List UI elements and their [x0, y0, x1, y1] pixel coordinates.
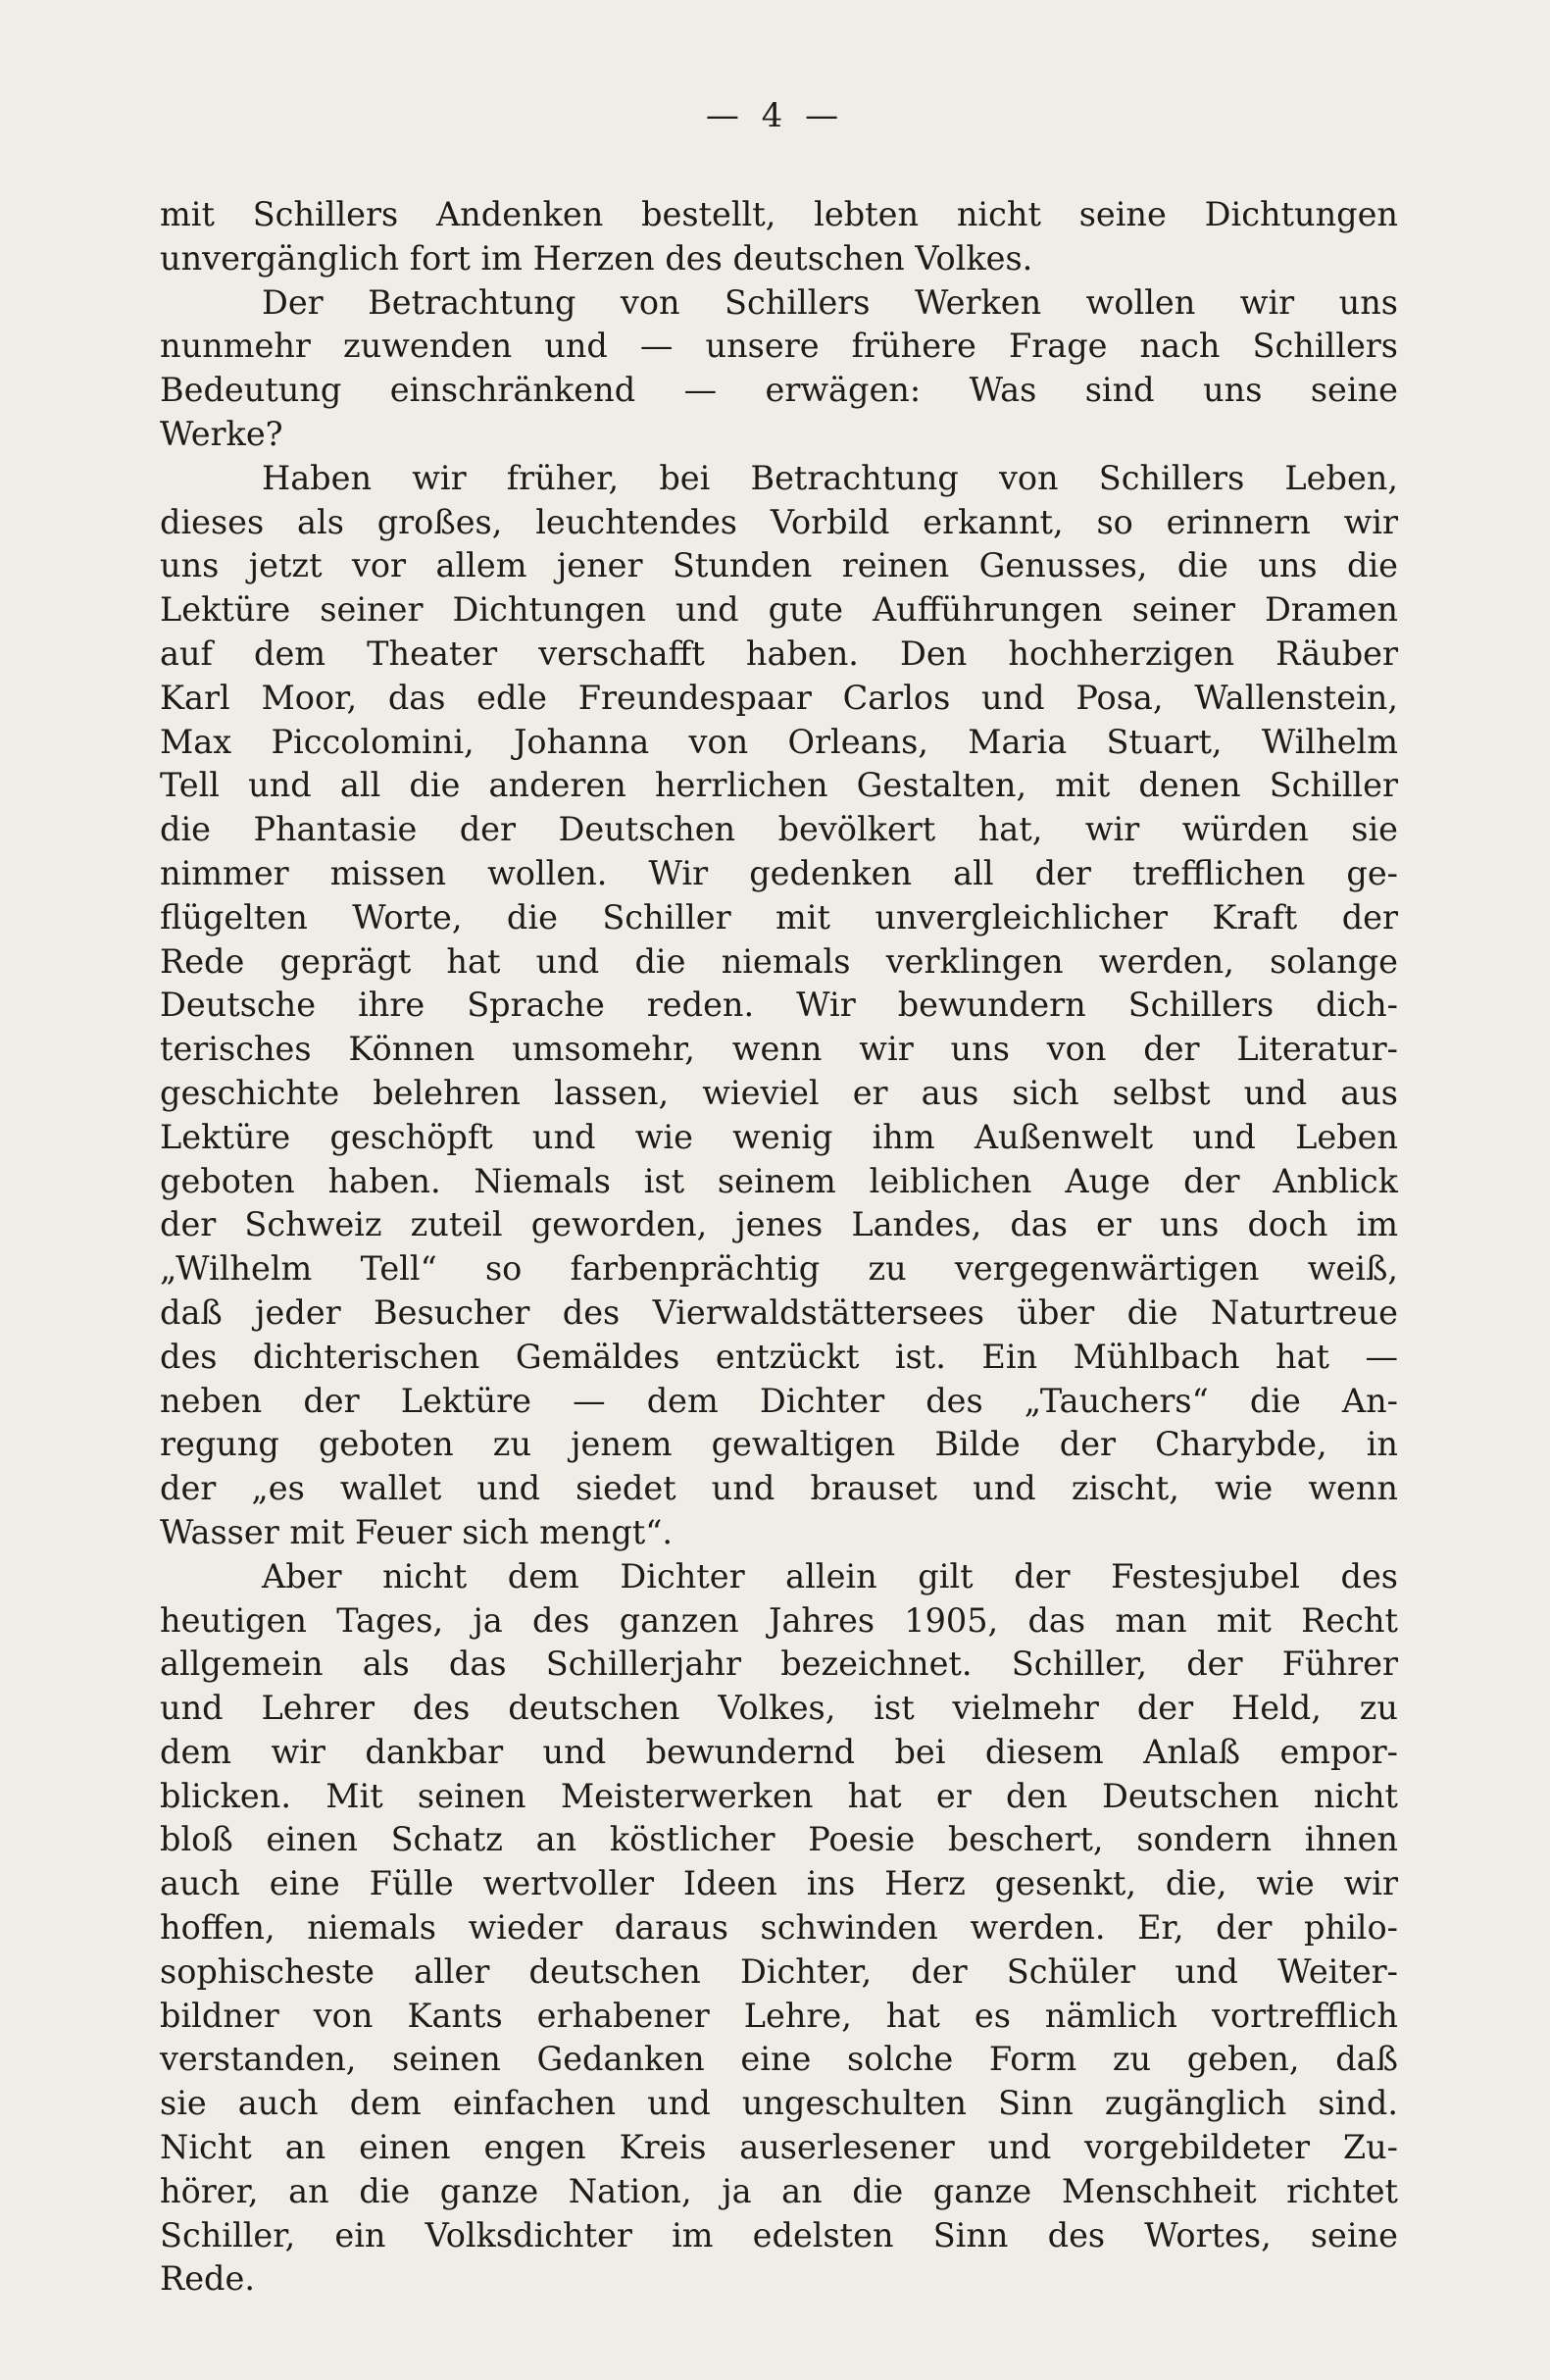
text-line: sophischeste aller deutschen Dichter, der Schüler und Weiter-	[160, 1951, 1398, 1991]
text-line: flügelten Worte, die Schiller mit unvergleichlicher Kraft der	[160, 897, 1398, 937]
text-line: nimmer missen wollen. Wir gedenken all der trefflichen ge-	[160, 853, 1398, 892]
text-line: Lektüre seiner Dichtungen und gute Aufführungen seiner Dramen	[160, 590, 1398, 630]
text-line: Nicht an einen engen Kreis auserlesener und vorgebildeter Zu-	[160, 2128, 1398, 2167]
text-line: Aber nicht dem Dichter allein gilt der Festesjubel des	[262, 1556, 1398, 1595]
text-line: Haben wir früher, bei Betrachtung von Schillers Leben,	[262, 458, 1398, 497]
text-line: dieses als großes, leuchtendes Vorbild erkannt, so erinnern wir	[160, 502, 1398, 541]
text-line: Der Betrachtung von Schillers Werken wollen wir uns	[262, 282, 1398, 322]
body-text	[160, 193, 1398, 2302]
text-line: Rede.	[160, 2259, 255, 2299]
text-line: Tell und all die anderen herrlichen Gestalten, mit denen Schiller	[160, 766, 1398, 805]
text-line: des dichterischen Gemäldes entzückt ist. Ein Mühlbach hat —	[160, 1337, 1398, 1376]
text-line: Wasser mit Feuer sich mengt“.	[160, 1512, 673, 1551]
text-line: der „es wallet und siedet und brauset und zischt, wie wenn	[160, 1469, 1398, 1508]
text-line: Max Piccolomini, Johanna von Orleans, Maria Stuart, Wilhelm	[160, 722, 1398, 761]
text-line: regung geboten zu jenem gewaltigen Bilde der Charybde, in	[160, 1425, 1398, 1464]
text-line: nunmehr zuwenden und — unsere frühere Frage nach Schillers	[160, 327, 1398, 366]
text-line: mit Schillers Andenken bestellt, lebten nicht seine Dichtungen	[160, 195, 1398, 233]
text-line: auf dem Theater verschafft haben. Den hochherzigen Räuber	[160, 633, 1398, 673]
text-line: Schiller, ein Volksdichter im edelsten Sinn des Wortes, seine	[160, 2215, 1398, 2254]
text-line: geboten haben. Niemals ist seinem leiblichen Auge der Anblick	[160, 1161, 1398, 1200]
text-line: der Schweiz zuteil geworden, jenes Landes, das er uns doch im	[160, 1205, 1398, 1244]
text-line: daß jeder Besucher des Vierwaldstättersees über die Naturtreue	[160, 1292, 1398, 1332]
text-line: blicken. Mit seinen Meisterwerken hat er den Deutschen nicht	[160, 1776, 1398, 1815]
text-line: Lektüre geschöpft und wie wenig ihm Außenwelt und Leben	[160, 1117, 1398, 1156]
text-line: neben der Lektüre — dem Dichter des „Tauchers“ die An-	[160, 1381, 1398, 1420]
text-line: Karl Moor, das edle Freundespaar Carlos und Posa, Wallenstein,	[160, 678, 1398, 717]
text-line: unvergänglich fort im Herzen des deutschen Volkes.	[160, 238, 1033, 278]
text-line: allgemein als das Schillerjahr bezeichnet. Schiller, der Führer	[160, 1645, 1398, 1684]
text-line: hörer, an die ganze Nation, ja an die ganze Menschheit richtet	[160, 2171, 1398, 2210]
text-line: auch eine Fülle wertvoller Ideen ins Herz gesenkt, die, wie wir	[160, 1864, 1398, 1903]
text-line: „Wilhelm Tell“ so farbenprächtig zu vergegenwärtigen weiß,	[160, 1249, 1398, 1289]
text-line: Werke?	[160, 414, 283, 453]
page-number: — 4 —	[705, 96, 845, 135]
text-line: und Lehrer des deutschen Volkes, ist vielmehr der Held, zu	[160, 1689, 1398, 1728]
text-line: terisches Können umsomehr, wenn wir uns von der Literatur-	[160, 1030, 1398, 1069]
text-line: sie auch dem einfachen und ungeschulten Sinn zugänglich sind.	[160, 2084, 1398, 2123]
text-line: hoffen, niemals wieder daraus schwinden werden. Er, der philo-	[160, 1908, 1398, 1948]
text-line: die Phantasie der Deutschen bevölkert hat, wir würden sie	[160, 810, 1398, 849]
text-line: verstanden, seinen Gedanken eine solche Form zu geben, daß	[160, 2040, 1398, 2079]
text-line: Rede geprägt hat und die niemals verklingen werden, solange	[160, 941, 1398, 981]
text-line: dem wir dankbar und bewundernd bei diesem Anlaß empor-	[160, 1732, 1398, 1771]
text-line: heutigen Tages, ja des ganzen Jahres 1905, das man mit Recht	[160, 1600, 1398, 1640]
text-line: bildner von Kants erhabener Lehre, hat es nämlich vortrefflich	[160, 1996, 1398, 2035]
text-line: uns jetzt vor allem jener Stunden reinen Genusses, die uns die	[160, 546, 1398, 585]
text-line: Deutsche ihre Sprache reden. Wir bewundern Schillers dich-	[160, 986, 1398, 1025]
text-line: Bedeutung einschränkend — erwägen: Was sind uns seine	[160, 371, 1398, 410]
text-line: geschichte belehren lassen, wieviel er aus sich selbst und aus	[160, 1073, 1398, 1112]
text-line: bloß einen Schatz an köstlicher Poesie beschert, sondern ihnen	[160, 1820, 1398, 1859]
